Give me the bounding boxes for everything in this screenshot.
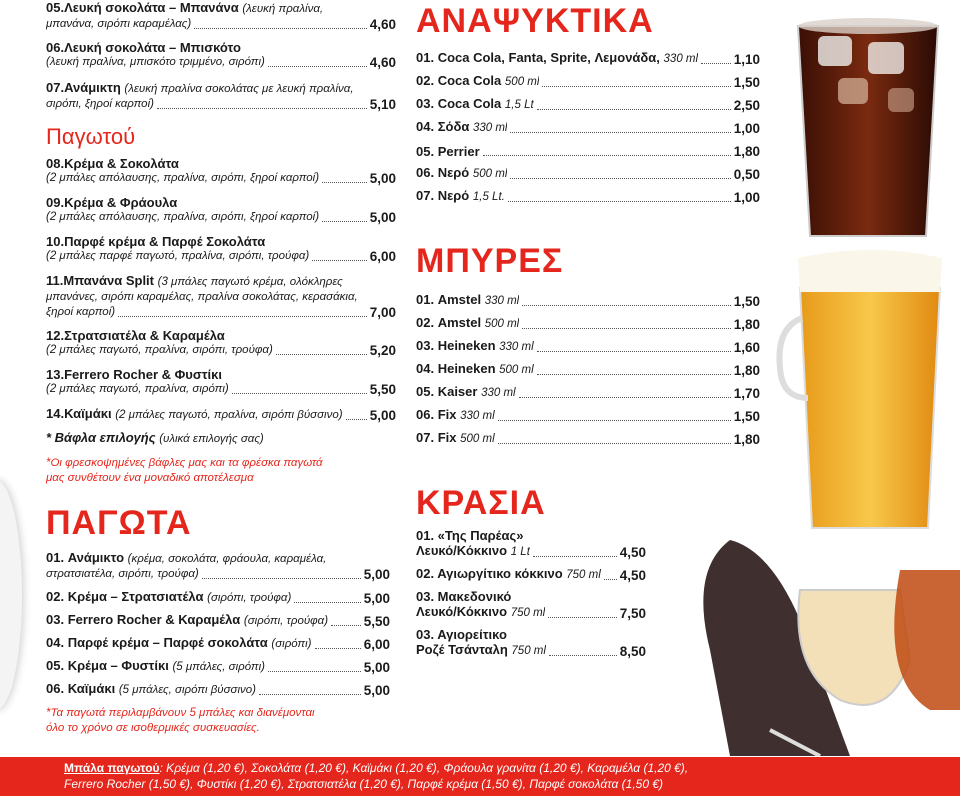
menu-item: 03. Ferrero Rocher & Καραμέλα (σιρόπι, τρούφα) 5,50 <box>46 612 390 629</box>
menu-item: 02. Κρέμα – Στρατσιατέλα (σιρόπι, τρούφα) 5,00 <box>46 589 390 606</box>
menu-item: 08.Κρέμα & Σοκολάτα (2 μπάλες απόλαυσης, πραλίνα, σιρόπι, ξηροί καρποί) 5,00 <box>46 156 396 186</box>
menu-item: 13.Ferrero Rocher & Φυστίκι (2 μπάλες παγωτό, πραλίνα, σιρόπι) 5,50 <box>46 367 396 397</box>
section-title-pagota: ΠΑΓΩΤΑ <box>46 504 192 542</box>
plate-edge <box>0 480 22 710</box>
wines-list <box>416 528 646 659</box>
menu-item: 01. Coca Cola, Fanta, Sprite, Λεμονάδα, 330 ml 1,10 <box>416 50 760 67</box>
menu-item: 04. Heineken 500 ml 1,80 <box>416 361 760 378</box>
pagota-note: *Τα παγωτά περιλαμβάνουν 5 μπάλες και διανέμονται όλο το χρόνο σε ισοθερμικές συσκευασίες. <box>46 707 315 734</box>
menu-item: 03. Αγιορείτικο Ροζέ Τσάνταλη 750 ml 8,50 <box>416 627 646 659</box>
beers-list <box>416 286 760 447</box>
menu-item: 04. Παρφέ κρέμα – Παρφέ σοκολάτα (σιρόπι) 6,00 <box>46 635 390 652</box>
section-title-soft-drinks: ΑΝΑΨΥΚΤΙΚΑ <box>416 2 654 40</box>
menu-item: 03. Coca Cola 1,5 Lt 2,50 <box>416 96 760 113</box>
soft-drinks-list <box>416 44 760 205</box>
menu-item: 01. Ανάμικτο (κρέμα, σοκολάτα, φράουλα, καραμέλα, στρατσιατέλα, σιρόπι, τρούφα) 5,00 <box>46 550 390 582</box>
menu-item: 03. Heineken 330 ml 1,60 <box>416 338 760 355</box>
menu-item: 10.Παρφέ κρέμα & Παρφέ Σοκολάτα (2 μπάλες παρφέ παγωτό, πραλίνα, σιρόπι, τρούφα) 6,00 <box>46 234 396 264</box>
menu-item: 03. Μακεδονικό Λευκό/Κόκκινο 750 ml 7,50 <box>416 589 646 621</box>
menu-item: 05.Λευκή σοκολάτα – Μπανάνα (λευκή πραλίνα, μπανάνα, σιρόπι καραμέλας) 4,60 <box>46 0 396 32</box>
menu-item: 02. Amstel 500 ml 1,80 <box>416 315 760 332</box>
menu-item: 01. «Της Παρέας» Λευκό/Κόκκινο 1 Lt 4,50 <box>416 528 646 560</box>
menu-item: 06. Καϊμάκι (5 μπάλες, σιρόπι βύσσινο) 5,00 <box>46 681 390 698</box>
menu-item: 11.Μπανάνα Split (3 μπάλες παγωτό κρέμα, ολόκληρες μπανάνες, σιρόπι καραμέλας, πραλίνα σοκολάτας, κερασάκια, ξηροί καρποί) 7,00 <box>46 273 396 320</box>
menu-item: 12.Στρατσιατέλα & Καραμέλα (2 μπάλες παγωτό, πραλίνα, σιρόπι, τρούφα) 5,20 <box>46 328 396 358</box>
menu-item: 05. Kaiser 330 ml 1,70 <box>416 384 760 401</box>
cola-glass-image <box>778 6 958 246</box>
menu-item: 05. Perrier 1,80 <box>416 144 760 159</box>
wine-glasses-image <box>650 530 960 756</box>
menu-item: 06. Νερό 500 ml 0,50 <box>416 165 760 182</box>
menu-item: 02. Coca Cola 500 ml 1,50 <box>416 73 760 90</box>
footer-bar: Μπάλα παγωτού: Κρέμα (1,20 €), Σοκολάτα (1,20 €), Καϊμάκι (1,20 €), Φράουλα γρανίτα (1,20 €), Καραμέλα (1,20 €), Ferrero Rocher (1,50 €), Φυστίκι (1,20 €), Στρατσιατέλα (1,20 €), Παρφέ κρέμα (1,50 €), Παρφέ σοκολάτα (1,50 €) <box>0 757 960 796</box>
menu-item: 06. Fix 330 ml 1,50 <box>416 407 760 424</box>
menu-item: 04. Σόδα 330 ml 1,00 <box>416 119 760 136</box>
menu-item: 05. Κρέμα – Φυστίκι (5 μπάλες, σιρόπι) 5,00 <box>46 658 390 675</box>
menu-item: 07. Fix 500 ml 1,80 <box>416 430 760 447</box>
waffle-note: *Οι φρεσκοψημένες βάφλες μας και τα φρέσκα παγωτά μας συνθέτουν ένα μοναδικό αποτέλεσμα <box>46 457 323 484</box>
menu-item: 06.Λευκή σοκολάτα – Μπισκότο (λευκή πραλίνα, μπισκότο τριμμένο, σιρόπι) 4,60 <box>46 40 396 70</box>
menu-item: 02. Αγιωργίτικο κόκκινο 750 ml 4,50 <box>416 566 646 583</box>
beer-glass-image <box>770 248 960 538</box>
menu-item: 14.Καϊμάκι (2 μπάλες παγωτό, πραλίνα, σιρόπι βύσσινο) 5,00 <box>46 406 396 423</box>
menu-item: 07. Νερό 1,5 Lt. 1,00 <box>416 188 760 205</box>
section-title-ice: Παγωτού <box>46 124 136 149</box>
section-title-beers: ΜΠΥΡΕΣ <box>416 242 564 280</box>
menu-item: 09.Κρέμα & Φράουλα (2 μπάλες απόλαυσης, πραλίνα, σιρόπι, ξηροί καρποί) 5,00 <box>46 195 396 225</box>
section-title-wines: ΚΡΑΣΙΑ <box>416 484 546 522</box>
menu-item: 01. Amstel 330 ml 1,50 <box>416 292 760 309</box>
waffle-line: * Βάφλα επιλογής (υλικά επιλογής σας) <box>46 430 264 445</box>
menu-item: 07.Ανάμικτη (λευκή πραλίνα σοκολάτας με λευκή πραλίνα, σιρόπι, ξηροί καρποί) 5,10 <box>46 80 396 112</box>
